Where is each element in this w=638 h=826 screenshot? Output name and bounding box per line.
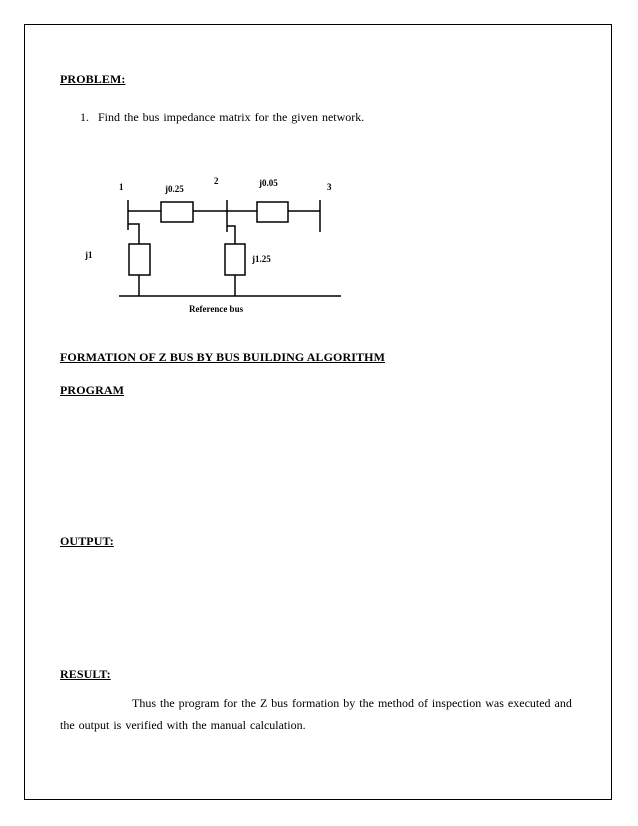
- formation-heading: FORMATION OF Z BUS BY BUS BUILDING ALGORITHM: [60, 350, 385, 364]
- problem-heading: PROBLEM:: [60, 72, 126, 86]
- problem-item-number: 1.: [80, 110, 89, 124]
- result-paragraph: [60, 692, 580, 736]
- z23-label: j0.05: [259, 178, 278, 188]
- impedance-j1.25-box: [225, 244, 245, 275]
- z12-label: j0.25: [165, 184, 184, 194]
- impedance-j1-box: [129, 244, 150, 275]
- impedance-j0.05-box: [257, 202, 288, 222]
- bus-2-label: 2: [214, 176, 219, 186]
- bus-3-label: 3: [327, 182, 332, 192]
- z1ref-label: j1: [85, 250, 93, 260]
- result-text: Thus the program for the Z bus formation by the method of inspection was executed and the output is verified with the manual calculation.: [60, 696, 572, 732]
- reference-bus-label: Reference bus: [189, 304, 244, 314]
- problem-item-text: Find the bus impedance matrix for the given network.: [98, 110, 365, 124]
- impedance-j0.25-box: [161, 202, 193, 222]
- result-heading: RESULT:: [60, 667, 111, 681]
- program-heading: PROGRAM: [60, 383, 125, 397]
- bus-1-label: 1: [119, 182, 124, 192]
- z2ref-label: j1.25: [252, 254, 271, 264]
- output-heading: OUTPUT:: [60, 534, 114, 548]
